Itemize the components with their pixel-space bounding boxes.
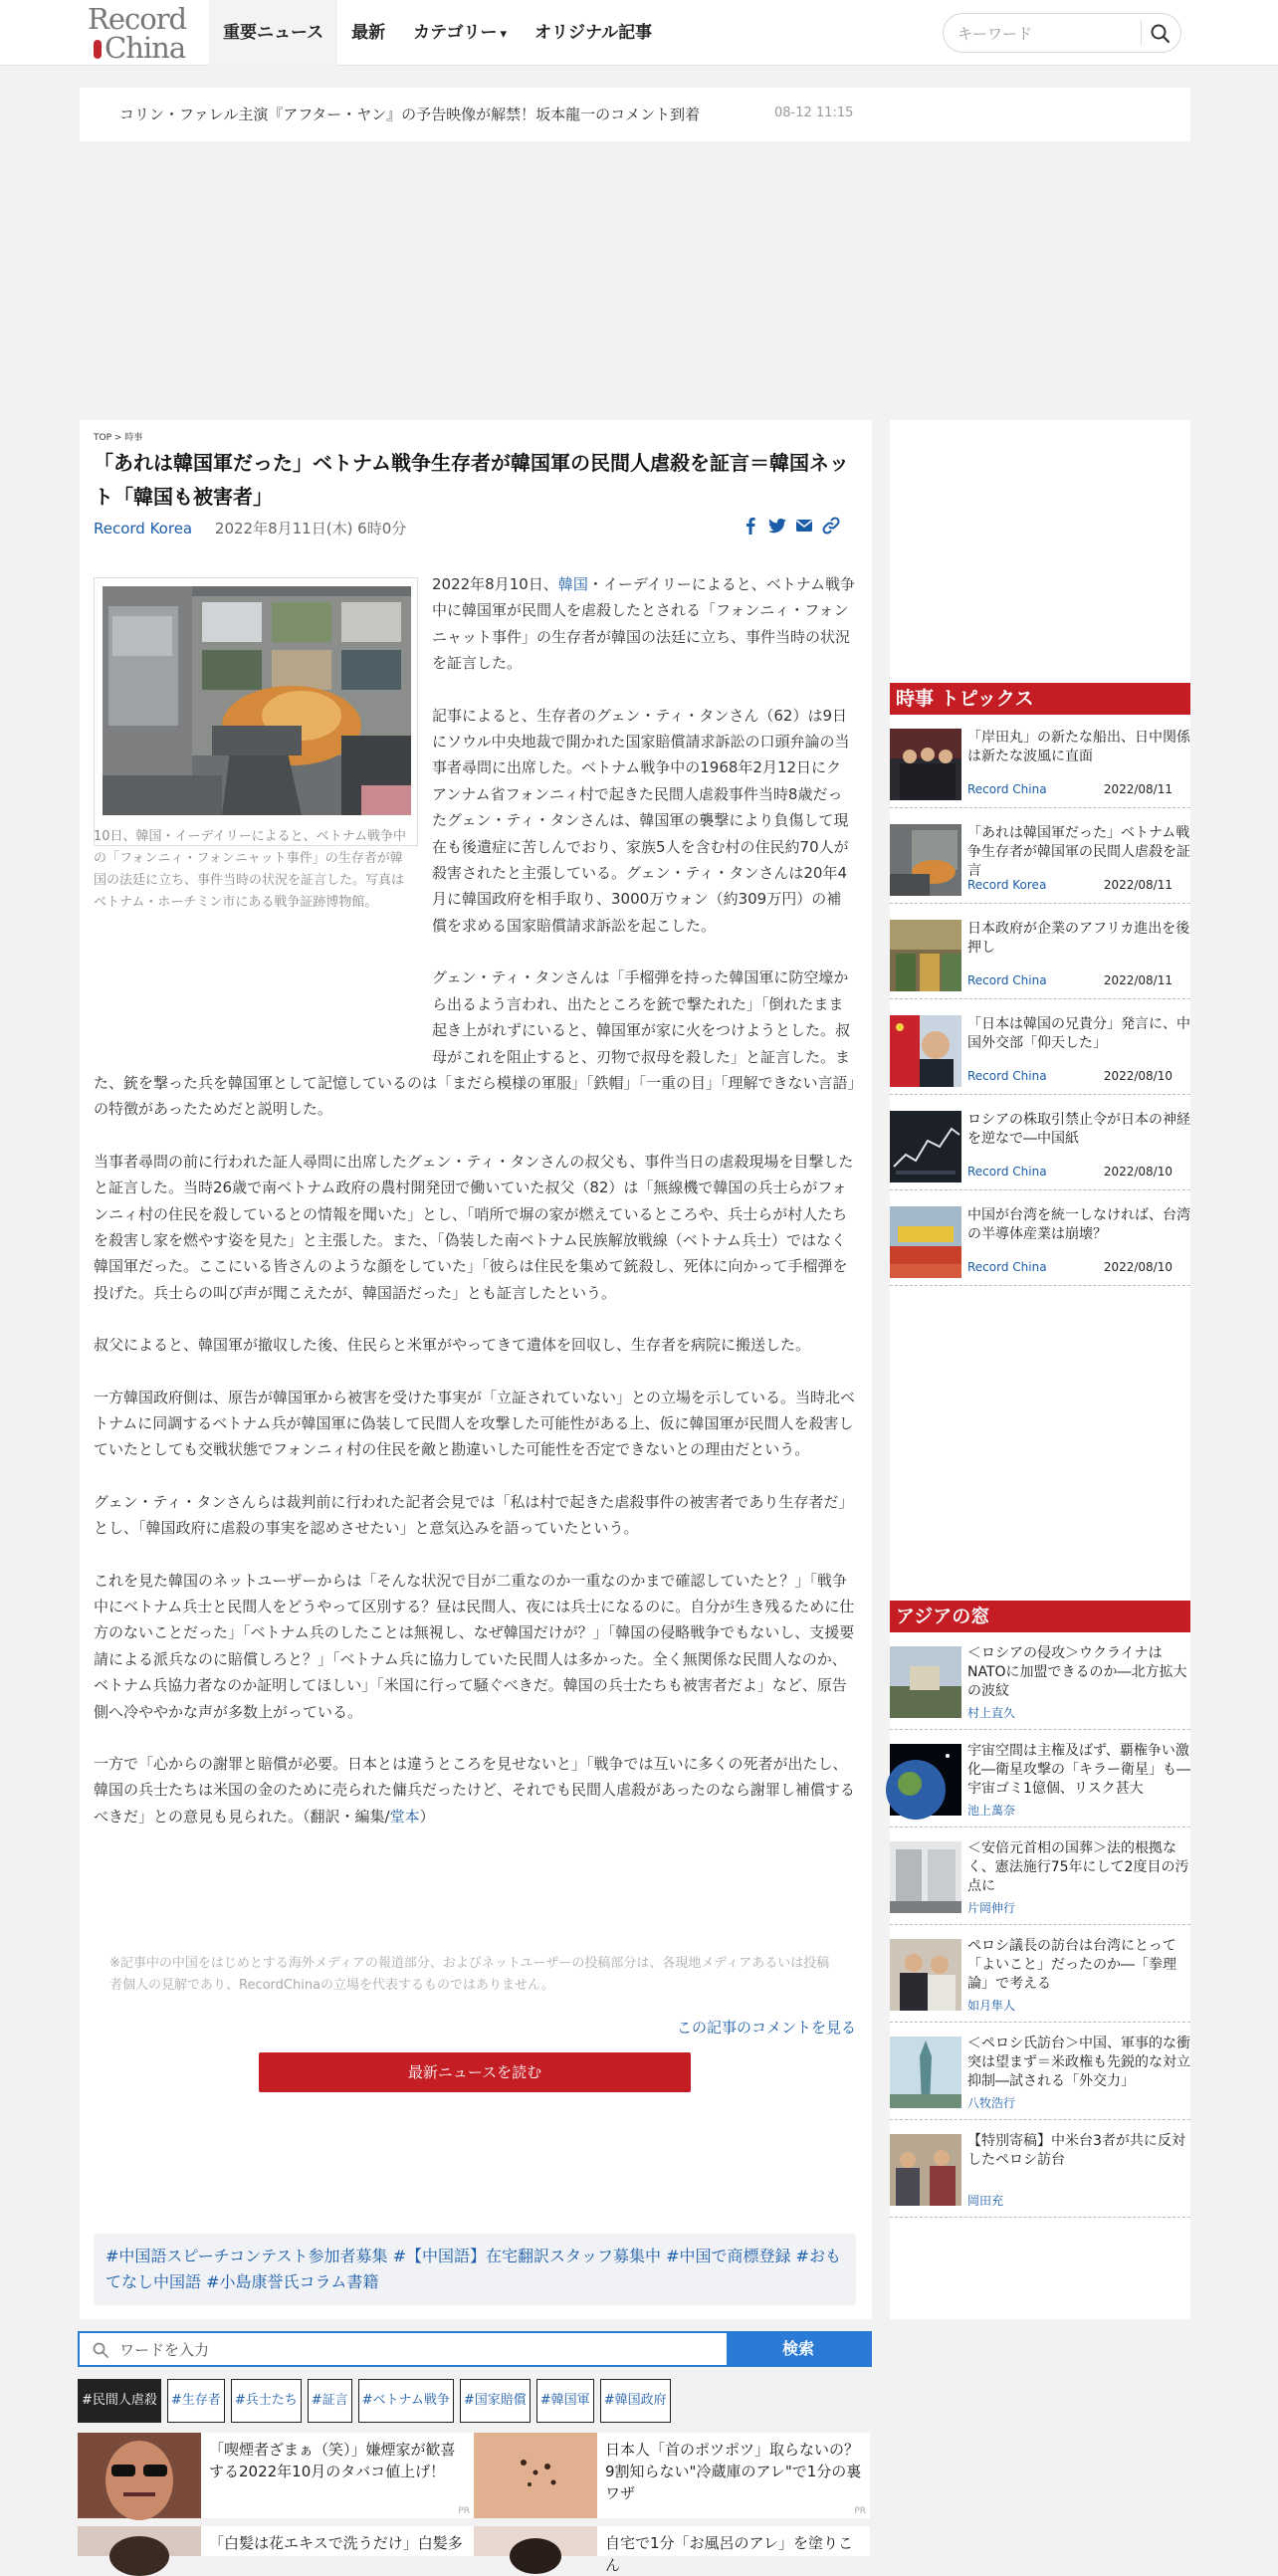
sponsored-ad[interactable]: 自宅で1分「お風呂のアレ」を塗りこん <box>474 2526 870 2556</box>
topic-item[interactable]: 「岸田丸」の新たな船出、日中関係は新たな波風に直面 Record China 2022/08/11 <box>890 715 1190 808</box>
topic-thumbnail <box>890 1015 961 1087</box>
editor-link[interactable]: 堂本 <box>389 1807 420 1825</box>
tag-link[interactable]: #生存者 <box>167 2379 225 2423</box>
article-paragraph: 叔父によると、韓国軍が撤収した後、住民らと米軍がやってきて遺体を回収し、生存者を病院に搬送した。 <box>94 1336 811 1355</box>
topics-heading: 時事 トピックス <box>890 683 1190 715</box>
article-title: 「あれは韓国軍だった」ベトナム戦争生存者が韓国軍の民間人虐殺を証言＝韓国ネット「韓国も被害者」 <box>94 451 849 509</box>
column-item[interactable]: ＜ペロシ氏訪台＞中国、軍事的な衝突は望まず＝米政権も先鋭的な対立抑制―試される「外交力」 八牧浩行 <box>890 2023 1190 2120</box>
column-thumbnail <box>890 2134 961 2206</box>
search-icon[interactable] <box>1149 22 1172 46</box>
main-nav <box>209 0 666 66</box>
column-item[interactable]: ＜ロシアの侵攻＞ウクライナはNATOに加盟できるのか―北方拡大の波紋 村上直久 <box>890 1632 1190 1730</box>
ad-thumbnail <box>78 2526 201 2556</box>
sponsored-ad[interactable]: 「喫煙者ざまぁ（笑）」嫌煙家が歓喜する2022年10月のタバコ値上げ！ PR <box>78 2433 474 2518</box>
korea-link[interactable]: 韓国 <box>557 575 588 593</box>
article-source[interactable]: Record Korea <box>94 520 193 537</box>
tag-link[interactable]: #韓国軍 <box>536 2379 594 2423</box>
tag-link[interactable]: #兵士たち <box>231 2379 302 2423</box>
article-paragraph: これを見た韓国のネットユーザーからは「そんな状況で目が二重なのか一重なのかまで確認していたと？」「戦争中にベトナム兵士と民間人をどうやって区別する？昼は民間人、夜には兵士になるのに。自分が生き残るために仕方のないことだった」「ベトナム兵のしたことは無視し、なぜ韓国だけが？」「韓国の侵略戦争でもないし、支援要請による派兵なのに賠償しろと？」「ベトナム兵に協力していた民間人は多かった。全く無関係な民間人なのか、ベトナム兵協力者なのか証明してほしい」「米国に行って騒ぐべきだ。韓国の兵士たちも被害者だよ」など、原告側へ冷ややかな声が多数上がっている。 <box>94 1571 855 1721</box>
article-date: 2022年8月11日(木) 6時0分 <box>214 520 407 537</box>
article-paragraph: 当事者尋問の前に行われた証人尋問に出席したグェン・ティ・タンさんの叔父も、事件当日の虐殺現場を目撃したと証言した。当時26歳で南ベトナム政府の農村開発団で働いていた叔父（82）は「無線機で韓国の兵士らがフォンニィ村の住民を殺しているとの情報を聞いた」とし、「哨所で塀の家が燃えているところや、兵士らが村人たちを殺害し家を燃やす姿を見た」と主張した。また、「偽装した南ベトナム民族解放戦線（ベトナム兵士）ではなく韓国軍だった。ここにいる皆さんのような顔をしていた」「彼らは住民を集めて銃殺し、死体に向かって手榴弾を投げた。兵士らの叫び声が聞こえたが、韓国語だった」とも証言したという。 <box>94 1152 854 1302</box>
topic-thumbnail <box>890 729 961 800</box>
twitter-icon[interactable] <box>767 516 787 536</box>
sponsored-ad[interactable]: 日本人「首のポツポツ」取らないの？9割知らない"冷蔵庫のアレ"で1分の裏ワザ PR <box>474 2433 870 2518</box>
site-search-bar <box>78 2331 872 2367</box>
word-search-input[interactable] <box>119 2339 697 2361</box>
news-ticker <box>80 88 1190 141</box>
column-item[interactable]: ペロシ議長の訪台は台湾にとって「よいこと」だったのか―「拳理論」で考える 如月隼人 <box>890 1925 1190 2023</box>
ticker-headline[interactable]: コリン・ファレル主演『アフター・ヤン』の予告映像が解禁！坂本龍一のコメント到着 <box>119 106 701 123</box>
chevron-down-icon: ▾ <box>500 27 508 42</box>
link-icon[interactable] <box>821 516 841 536</box>
column-item[interactable]: 宇宙空間は主権及ばず、覇権争い激化―衛星攻撃の「キラー衛星」も―宇宙ゴミ1億個、リスク甚大 池上萬奈 <box>890 1730 1190 1827</box>
topic-item[interactable]: ロシアの株取引禁止令が日本の神経を逆なで―中国紙 Record China 2022/08/10 <box>890 1097 1190 1190</box>
sidebar <box>890 420 1190 2319</box>
article-paragraph: 2022年8月10日、韓国・イーデイリーによると、ベトナム戦争中に韓国軍が民間人を虐殺したとされる「フォンニィ・フォンニャット事件」の生存者が韓国の法廷に立ち、事件当時の状況を証言した。 <box>432 575 856 673</box>
breadcrumb[interactable]: TOP > 時事 <box>94 433 143 443</box>
topic-thumbnail <box>890 824 961 896</box>
column-item[interactable]: ＜安倍元首相の国葬＞法的根拠なく、憲法施行75年にして2度目の汚点に 片岡伸行 <box>890 1827 1190 1925</box>
topic-item[interactable]: 「日本は韓国の兄貴分」発言に、中国外交部「仰天した」 Record China 2022/08/10 <box>890 1001 1190 1095</box>
column-thumbnail <box>890 1744 961 1816</box>
view-comments-link[interactable]: この記事のコメントを見る <box>676 2019 856 2037</box>
article-paragraph: 一方で「心からの謝罪と賠償が必要。日本とは違うところを見せないと」「戦争では互いに多くの死者が出たし、韓国の兵士たちは米国の金のために売られた傭兵だったけど、それでも民間人虐殺があったのなら謝罪し補償するべきだ」との意見も見られた。（翻訳・編集/堂本） <box>94 1755 855 1825</box>
ad-thumbnail <box>474 2526 597 2556</box>
disclaimer-note: ※記事中の中国をはじめとする海外メディアの報道部分、およびネットユーザーの投稿部分は、各現地メディアあるいは投稿者個人の見解であり、RecordChinaの立場を代表するものではありません。 <box>109 1956 830 1993</box>
ticker-date: 08-12 11:15 <box>774 106 854 120</box>
topic-thumbnail <box>890 1111 961 1182</box>
column-thumbnail <box>890 1646 961 1718</box>
article-paragraph: 一方韓国政府側は、原告が韓国軍から被害を受けた事実が「立証されていない」との立場を示している。当時北ベトナムに同調するベトナム兵が韓国軍に偽装して民間人を攻撃した可能性がある上、仮に韓国軍が民間人を殺害していたとしても交戦状態でフォンニィ村の住民を敵と勘違いした可能性を否定できないとの理由だという。 <box>94 1388 856 1459</box>
record-china-logo[interactable]: Record China <box>88 2 187 65</box>
facebook-icon[interactable] <box>741 516 760 536</box>
nav-original[interactable]: オリジナル記事 <box>534 23 653 43</box>
article-body <box>94 571 856 1855</box>
promo-tag-links[interactable]: #中国語スピーチコンテスト参加者募集 #【中国語】在宅翻訳スタッフ募集中 #中国で商標登録 #おもてなし中国語 #小島康誉氏コラム書籍 <box>94 2234 856 2305</box>
column-thumbnail <box>890 1939 961 2011</box>
photo-caption: 10日、韓国・イーデイリーによると、ベトナム戦争中の「フォンニィ・フォンニャット事件」の生存者が韓国の法廷に立ち、事件当時の状況を証言した。写真はベトナム・ホーチミン市にある戦争証跡博物館。 <box>94 829 406 910</box>
tag-link[interactable]: #証言 <box>308 2379 352 2423</box>
topic-thumbnail <box>890 920 961 991</box>
article-paragraph: グェン・ティ・タンさんは「手榴弾を持った韓国軍に防空壕から出るよう言われ、出たところを銃で撃たれた」「倒れたまま起き上がれずにいると、韓国軍が家に火をつけようとした。叔母がこれを阻止すると、刃物で叔母を殺した」と証言した。また、銃を撃った兵を韓国軍として記憶しているのは「まだら模様の軍服」「鉄帽」「一重の目」「理解できない言語」の特徴があったためだと説明した。 <box>94 968 856 1119</box>
email-icon[interactable] <box>794 516 814 536</box>
tag-link[interactable]: #韓国政府 <box>600 2379 671 2423</box>
column-thumbnail <box>890 1841 961 1913</box>
topic-item[interactable]: 中国が台湾を統一しなければ、台湾の半導体産業は崩壊？ Record China 2022/08/10 <box>890 1192 1190 1286</box>
tag-link[interactable]: #民間人虐殺 <box>78 2379 161 2423</box>
nav-top-news[interactable]: 重要ニュース <box>209 0 337 66</box>
topic-thumbnail <box>890 1206 961 1278</box>
asia-window-heading: アジアの窓 <box>890 1601 1190 1632</box>
tag-link[interactable]: #国家賠償 <box>460 2379 531 2423</box>
article-card <box>80 420 872 2319</box>
column-thumbnail <box>890 2037 961 2108</box>
article-tags <box>78 2379 671 2423</box>
read-latest-news-button[interactable]: 最新ニュースを読む <box>259 2052 691 2092</box>
sponsored-ad[interactable]: 「白髪は花エキスで洗うだけ」白髪多 <box>78 2526 474 2556</box>
header-search <box>943 13 1181 53</box>
ad-thumbnail <box>474 2433 597 2518</box>
site-header <box>0 0 1278 66</box>
topic-item[interactable]: 日本政府が企業のアフリカ進出を後押し Record China 2022/08/11 <box>890 906 1190 999</box>
article-paragraph: 記事によると、生存者のグェン・ティ・タンさん（62）は9日にソウル中央地裁で開かれた国家賠償請求訴訟の口頭弁論の当事者尋問に出席した。ベトナム戦争中の1968年2月12日にクアンナム省フォンニィ村で起きた民間人虐殺事件当時8歳だったグェン・ティ・タンさんは、韓国軍の襲撃により負傷して現在も後遺症に苦しんでおり、家族5人を含む村の住民約70人が殺害されたと主張している。グェン・ティ・タンさんは20年4月に韓国政府を相手取り、3000万ウォン（約309万円）の補償を求める国家賠償請求訴訟を起こした。 <box>432 706 850 935</box>
article-meta <box>94 518 406 538</box>
topic-item[interactable]: 「あれは韓国軍だった」ベトナム戦争生存者が韓国軍の民間人虐殺を証言 Record Korea 2022/08/11 <box>890 810 1190 904</box>
search-button[interactable]: 検索 <box>727 2333 870 2365</box>
search-icon <box>92 2341 109 2359</box>
tag-link[interactable]: #ベトナム戦争 <box>358 2379 454 2423</box>
keyword-search-input[interactable] <box>958 23 1127 45</box>
ad-thumbnail <box>78 2433 201 2518</box>
column-item[interactable]: 【特別寄稿】中米台3者が共に反対したペロシ訪台 岡田充 <box>890 2120 1190 2218</box>
article-paragraph: グェン・ティ・タンさんらは裁判前に行われた記者会見では「私は村で起きた虐殺事件の被害者であり生存者だ」とし、「韓国政府に虐殺の事実を認めさせたい」と意気込みを語っていたという。 <box>94 1492 854 1538</box>
nav-latest[interactable]: 最新 <box>351 23 386 43</box>
share-buttons <box>741 516 841 536</box>
nav-category[interactable]: カテゴリー ▾ <box>413 23 508 43</box>
